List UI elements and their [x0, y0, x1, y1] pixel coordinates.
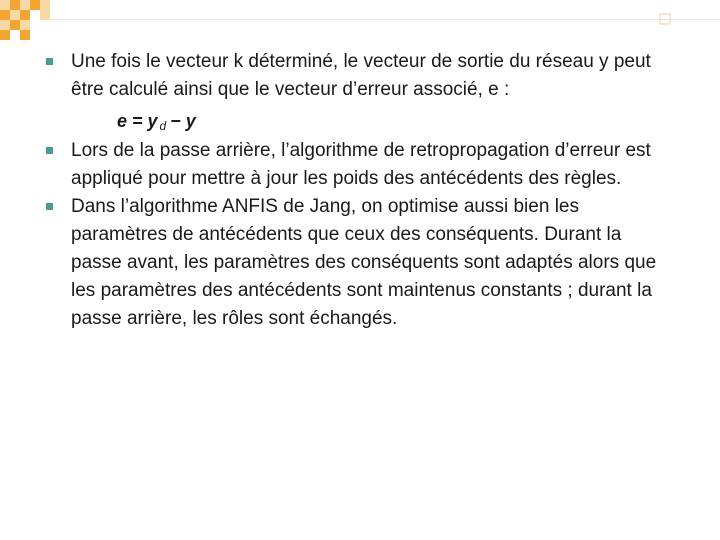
bullet-item-1	[46, 48, 666, 104]
bullet-item-3	[46, 193, 666, 333]
slide-body	[46, 48, 666, 333]
formula-lhs: e = y	[117, 111, 158, 131]
error-formula	[46, 104, 666, 137]
square-bullet-icon	[46, 203, 53, 210]
bullet-text: Lors de la passe arrière, l’algorithme de retropropagation d’erreur est appliqué pour mettre à jour les poids des antécédents des règles.	[71, 140, 651, 189]
square-bullet-icon	[46, 147, 53, 154]
square-bullet-icon	[46, 58, 53, 65]
orange-squares-decoration	[0, 0, 720, 40]
formula-subscript: d	[159, 119, 167, 133]
formula-rhs: − y	[170, 111, 196, 131]
bullet-item-2	[46, 137, 666, 193]
bullet-text: Dans l’algorithme ANFIS de Jang, on optimise aussi bien les paramètres de antécédents que ceux des conséquents. Durant la passe avant, les paramètres des conséquents sont adaptés alors que les paramètres des antécédents sont maintenus constants ; durant la passe arrière, les rôles sont échangés.	[71, 196, 657, 329]
bullet-text: Une fois le vecteur k déterminé, le vecteur de sortie du réseau y peut être calculé ainsi que le vecteur d’erreur associé, e :	[71, 51, 651, 100]
